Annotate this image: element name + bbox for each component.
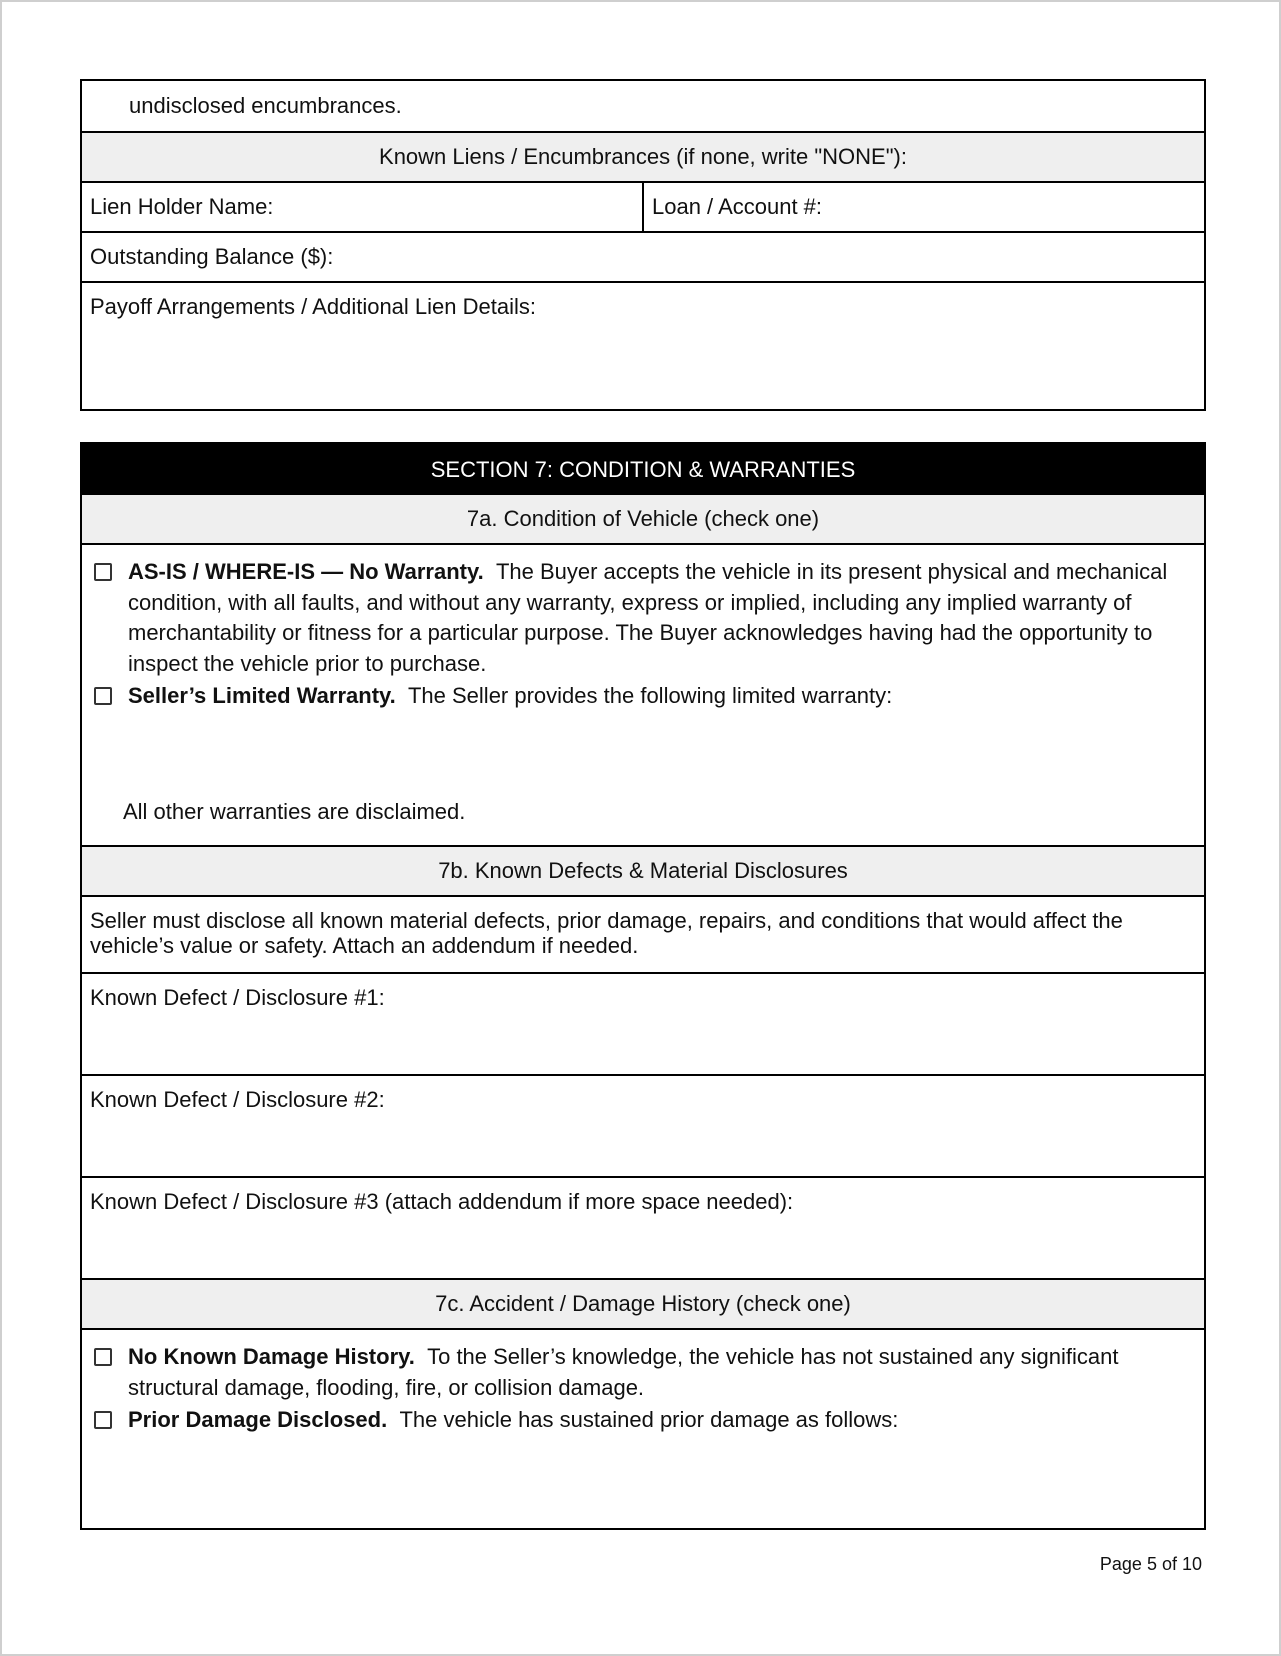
section7a-options [82, 545, 1204, 847]
no-damage-checkbox[interactable] [94, 1348, 112, 1366]
defect2-label: Known Defect / Disclosure #2: [90, 1087, 385, 1112]
section7-table [80, 442, 1206, 1530]
warranty-disclaimer: All other warranties are disclaimed. [123, 799, 466, 824]
prior-damage-title: Prior Damage Disclosed. [128, 1407, 388, 1432]
section7b-header [82, 847, 1204, 897]
outstanding-balance-label: Outstanding Balance ($): [90, 244, 334, 269]
continued-text: undisclosed encumbrances. [129, 93, 402, 118]
defect1-field[interactable] [82, 974, 1204, 1076]
section7a-header [82, 495, 1204, 545]
loan-account-label: Loan / Account #: [652, 194, 823, 219]
liens-header-label: Known Liens / Encumbrances (if none, write "NONE"): [379, 144, 907, 169]
section7b-intro [82, 897, 1204, 974]
as-is-text [128, 557, 1180, 679]
section7-title-label: SECTION 7: CONDITION & WARRANTIES [430, 456, 856, 482]
no-damage-title: No Known Damage History. [128, 1344, 415, 1369]
limited-warranty-entry-area[interactable] [82, 695, 1204, 785]
liens-header [82, 133, 1204, 183]
no-damage-description: To the Seller’s knowledge, the vehicle has not sustained any significant structural damage, flooding, fire, or collision damage. [128, 1344, 1119, 1400]
limited-warranty-title: Seller’s Limited Warranty. [128, 683, 396, 708]
prior-damage-checkbox[interactable] [94, 1411, 112, 1429]
defect2-field[interactable] [82, 1076, 1204, 1178]
section7b-intro-text: Seller must disclose all known material defects, prior damage, repairs, and conditions that would affect the vehicle’s value or safety. Attach an addendum if needed. [90, 908, 1123, 958]
lien-holder-label: Lien Holder Name: [90, 194, 274, 219]
page-number: Page 5 of 10 [1099, 1554, 1202, 1574]
section7c-header-label: 7c. Accident / Damage History (check one) [435, 1291, 851, 1316]
liens-table [80, 79, 1206, 411]
lien-holder-field[interactable] [82, 183, 642, 231]
section7c-options [82, 1330, 1204, 1528]
as-is-description: The Buyer accepts the vehicle in its present physical and mechanical condition, with all faults, and without any warranty, express or implied, including any implied warranty of merchantability or fitness for a particular purpose. The Buyer acknowledges having had the opportunity to inspect the vehicle prior to purchase. [128, 559, 1168, 676]
payoff-label: Payoff Arrangements / Additional Lien Details: [90, 294, 536, 319]
section7a-header-label: 7a. Condition of Vehicle (check one) [466, 506, 820, 531]
as-is-title: AS-IS / WHERE-IS — No Warranty. [128, 559, 484, 584]
as-is-checkbox[interactable] [94, 563, 112, 581]
lien-holder-row [82, 183, 1204, 233]
defect3-label: Known Defect / Disclosure #3 (attach addendum if more space needed): [90, 1189, 794, 1214]
limited-warranty-description: The Seller provides the following limited warranty: [407, 683, 893, 708]
section7b-header-label: 7b. Known Defects & Material Disclosures [438, 858, 848, 883]
section7c-header [82, 1280, 1204, 1330]
loan-account-field[interactable] [642, 183, 1204, 231]
section7-title [82, 444, 1204, 495]
continued-text-row [82, 81, 1204, 133]
prior-damage-entry-area[interactable] [82, 1442, 1204, 1522]
defect1-label: Known Defect / Disclosure #1: [90, 985, 385, 1010]
prior-damage-text [128, 1405, 1180, 1436]
payoff-field[interactable] [82, 283, 1204, 409]
prior-damage-description: The vehicle has sustained prior damage as follows: [399, 1407, 899, 1432]
outstanding-balance-field[interactable] [82, 233, 1204, 283]
defect3-field[interactable] [82, 1178, 1204, 1280]
no-damage-text [128, 1342, 1180, 1403]
